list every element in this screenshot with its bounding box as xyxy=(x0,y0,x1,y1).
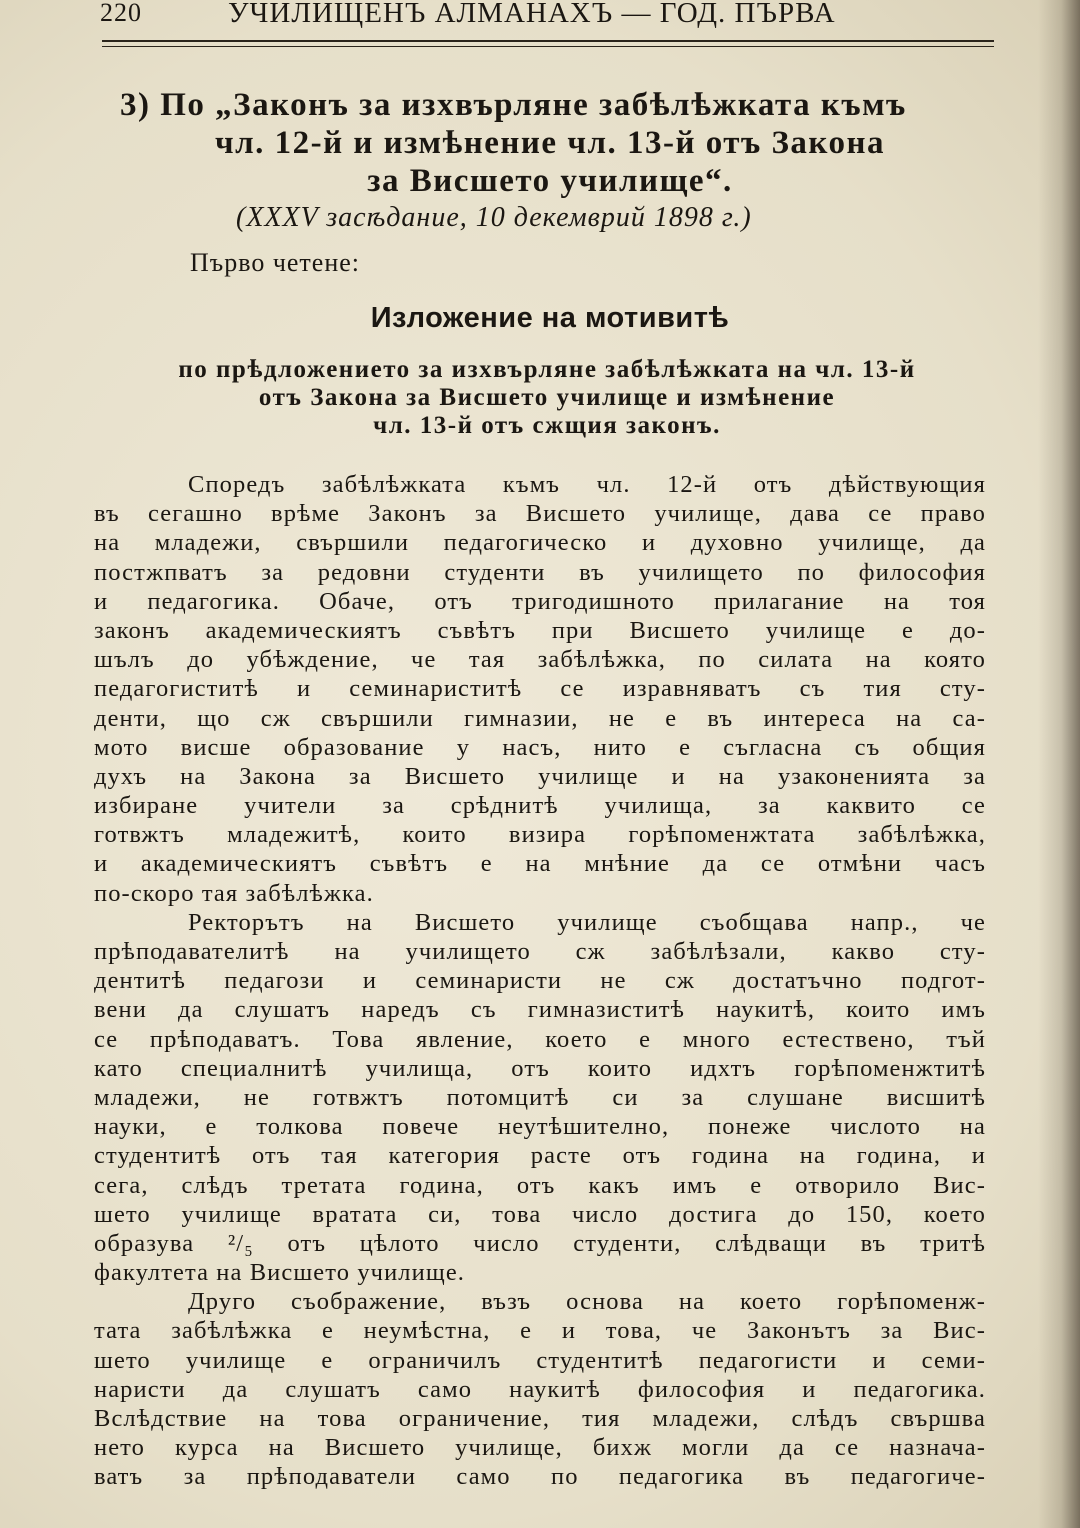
text-line: нето курса на Висшето училище, бихж могли да се назнача- xyxy=(94,1434,986,1462)
text-line: прѣподавателитѣ на училището сж забѣлѣзали, какво сту- xyxy=(94,938,986,965)
text-line: младежи, не готвжтъ потомцитѣ си за слушане висшитѣ xyxy=(94,1083,986,1111)
motives-subheading-line: отъ Закона за Висшето училище и измѣнение xyxy=(258,384,836,411)
motives-heading: Изложение на мотивитѣ xyxy=(370,302,730,334)
header-rule-thin xyxy=(102,46,994,47)
page-number: 220 xyxy=(100,0,142,27)
first-reading-label: Първо четене: xyxy=(190,248,361,277)
text-line: сега, слѣдъ третата година, отъ какъ имъ е отворило Вис- xyxy=(94,1171,986,1199)
text-line: ватъ за прѣподаватели само по педагогика въ педагогиче- xyxy=(94,1463,986,1491)
text-line: Ректорътъ на Висшето училище съобщава напр., че xyxy=(188,908,986,936)
text-line: духъ на Закона за Висшето училище и на узаконенията за xyxy=(94,762,986,790)
header-rule-thick xyxy=(102,40,994,42)
text-line: наристи да слушатъ само наукитѣ философия и педагогика. xyxy=(94,1375,986,1403)
body-text xyxy=(94,470,986,1492)
book-spine-shadow xyxy=(1038,0,1080,1528)
page-header xyxy=(100,0,994,40)
text-line: Друго съображение, възъ основа на което горѣпоменж- xyxy=(188,1288,986,1316)
text-line: готвжтъ младежитѣ, които визира горѣпоменжтата забѣлѣжка, xyxy=(94,821,986,849)
text-line: шълъ до убѣждение, че тая забѣлѣжка, по силата на която xyxy=(94,646,986,674)
text-line: тата забѣлѣжка е неумѣстна, е и това, че Законътъ за Вис- xyxy=(94,1317,986,1345)
text-line: Вслѣдствие на това ограничение, тия младежи, слѣдъ свършва xyxy=(94,1405,986,1432)
text-line: мото висше образование у насъ, нито е съгласна съ общия xyxy=(94,733,986,761)
text-line: се прѣподаватъ. Това явление, което е много естествено, тъй xyxy=(94,1025,986,1053)
text-line: денти, що сж свършили гимназии, не е въ интереса на са- xyxy=(94,704,986,732)
text-line: по-скоро тая забѣлѣжка. xyxy=(94,879,374,907)
text-line: Споредъ забѣлѣжката къмъ чл. 12-й отъ дѣйствующия xyxy=(188,471,986,498)
text-line: студентитѣ отъ тая категория расте отъ година на година, и xyxy=(94,1142,986,1170)
motives-subheading xyxy=(100,356,994,440)
text-line: избиране учители за срѣднитѣ училища, за каквито се xyxy=(94,792,986,820)
section-title xyxy=(110,86,990,200)
text-line: постжпватъ за редовни студенти въ училището по философия xyxy=(94,558,986,586)
session-note: (XXXV засѣдание, 10 декемврий 1898 г.) xyxy=(236,202,752,233)
motives-subheading-line: чл. 13-й отъ сжщия законъ. xyxy=(373,412,721,439)
text-line: като специалнитѣ училища, отъ които идхтъ горѣпоменжтитѣ xyxy=(94,1054,986,1082)
text-line: на младежи, свършили педагогическо и духовно училище, да xyxy=(94,529,986,557)
text-line: шето училище вратата си, това число достига до 150, което xyxy=(94,1200,986,1228)
text-line: образува ²/₅ отъ цѣлото число студенти, слѣдващи въ тритѣ xyxy=(94,1229,986,1257)
text-line: дентитѣ педагози и семинаристи не сж достатъчно подгот- xyxy=(94,967,986,995)
section-title-line: за Висшето училище“. xyxy=(367,163,733,199)
text-line: въ сегашно врѣме Законъ за Висшето училище, дава се право xyxy=(94,500,986,528)
text-line: науки, е толкова повече неутѣшително, понеже числото на xyxy=(94,1113,986,1141)
section-title-line: чл. 12-й и измѣнение чл. 13-й отъ Закона xyxy=(215,125,885,161)
motives-subheading-line: по прѣдложението за изхвърляне забѣлѣжката на чл. 13-й xyxy=(178,356,916,383)
section-title-line: 3) По „Законъ за изхвърляне забѣлѣжката къмъ xyxy=(120,87,907,123)
text-line: законъ академическиятъ съвѣтъ при Висшето училище е до- xyxy=(94,616,986,644)
text-line: и академическиятъ съвѣтъ е на мнѣние да се отмѣни часъ xyxy=(94,850,986,878)
text-line: и педагогика. Обаче, отъ тригодишното прилагание на тоя xyxy=(94,587,986,615)
text-line: шето училище е ограничилъ студентитѣ педагогисти и семи- xyxy=(94,1346,986,1374)
text-line: вени да слушатъ наредъ съ гимназиститѣ наукитѣ, които имъ xyxy=(94,996,986,1024)
text-line: педагогиститѣ и семинариститѣ се изравняватъ съ тия сту- xyxy=(94,675,986,703)
text-line: факултета на Висшето училище. xyxy=(94,1259,466,1287)
running-head: УЧИЛИЩЕНЪ АЛМАНАХЪ — ГОД. ПЪРВА xyxy=(228,0,836,29)
